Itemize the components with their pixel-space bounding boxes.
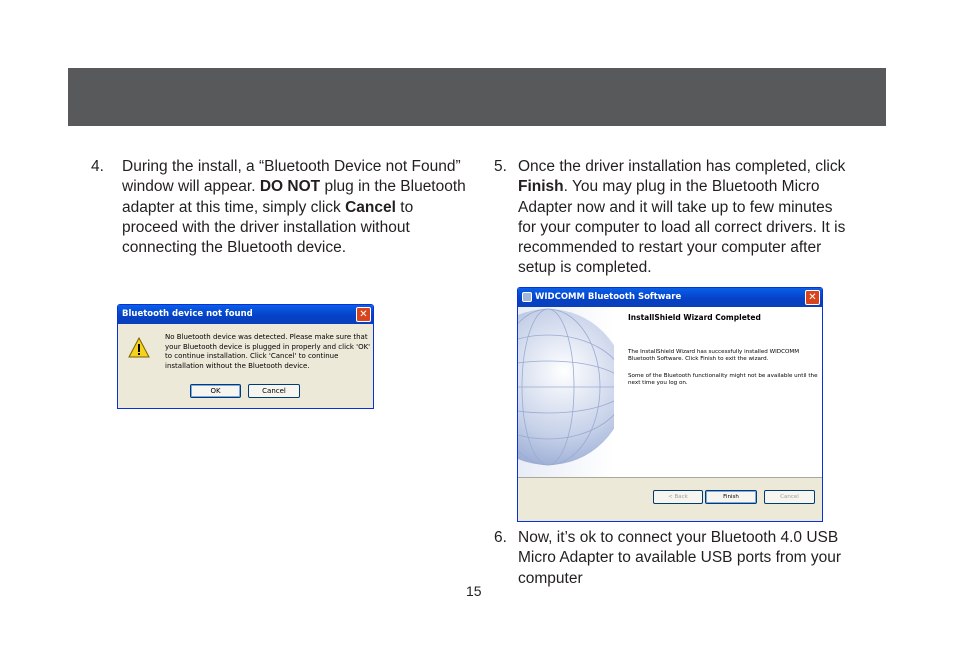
back-button[interactable]: < Back bbox=[653, 490, 703, 504]
cancel-emphasis: Cancel bbox=[345, 198, 396, 216]
step-6-number: 6. bbox=[494, 529, 507, 546]
step-6-text: Now, it’s ok to connect your Bluetooth 4.0 USB Micro Adapter to available USB ports from your computer bbox=[518, 529, 842, 587]
globe-graphic bbox=[518, 307, 614, 477]
close-icon[interactable]: ✕ bbox=[356, 307, 371, 322]
wizard-footer bbox=[518, 477, 822, 522]
dialog-title: Bluetooth device not found bbox=[122, 309, 253, 319]
step-4-number: 4. bbox=[91, 158, 104, 175]
wizard-title: WIDCOMM Bluetooth Software bbox=[535, 292, 682, 302]
step-4-text: During the install, a “Bluetooth Device not Found” window will appear. DO NOT plug in the Bluetooth adapter at this time, simply click Cancel to proceed with the driver installation without connecting the Bluetooth device. bbox=[122, 158, 466, 257]
ok-button[interactable]: OK bbox=[190, 384, 241, 398]
wizard-title-bar bbox=[518, 288, 822, 307]
finish-button[interactable]: Finish bbox=[705, 490, 757, 504]
bluetooth-app-icon bbox=[522, 292, 532, 302]
globe-icon bbox=[518, 307, 614, 477]
bluetooth-not-found-dialog bbox=[117, 304, 374, 409]
wizard-heading: InstallShield Wizard Completed bbox=[628, 313, 761, 322]
step-5-number: 5. bbox=[494, 158, 507, 175]
close-icon[interactable]: ✕ bbox=[805, 290, 820, 305]
page-number: 15 bbox=[466, 583, 482, 599]
do-not-emphasis: DO NOT bbox=[259, 178, 321, 196]
wizard-paragraph-2: Some of the Bluetooth functionality might not be available until the next time you log on. bbox=[628, 373, 818, 387]
dialog-message: No Bluetooth device was detected. Please make sure that your Bluetooth device is plugged in properly and click 'OK' to continue installation. Click 'Cancel' to continue installation without the Bluetooth device. bbox=[165, 333, 371, 370]
installshield-wizard-dialog bbox=[517, 287, 823, 522]
step-5-text: Once the driver installation has completed, click Finish. You may plug in the Bluetooth Micro Adapter now and it will take up to few minutes for your computer to load all correct drivers. It is recommended to restart your computer after setup is completed. bbox=[518, 158, 846, 277]
cancel-button[interactable]: Cancel bbox=[764, 490, 815, 504]
finish-emphasis: Finish bbox=[518, 178, 564, 196]
header-bar bbox=[68, 68, 886, 126]
wizard-paragraph-1: The InstallShield Wizard has successfully installed WIDCOMM Bluetooth Software. Click Finish to exit the wizard. bbox=[628, 349, 800, 363]
cancel-button[interactable]: Cancel bbox=[248, 384, 300, 398]
dialog-title-bar bbox=[118, 305, 373, 324]
warning-icon bbox=[128, 337, 150, 359]
